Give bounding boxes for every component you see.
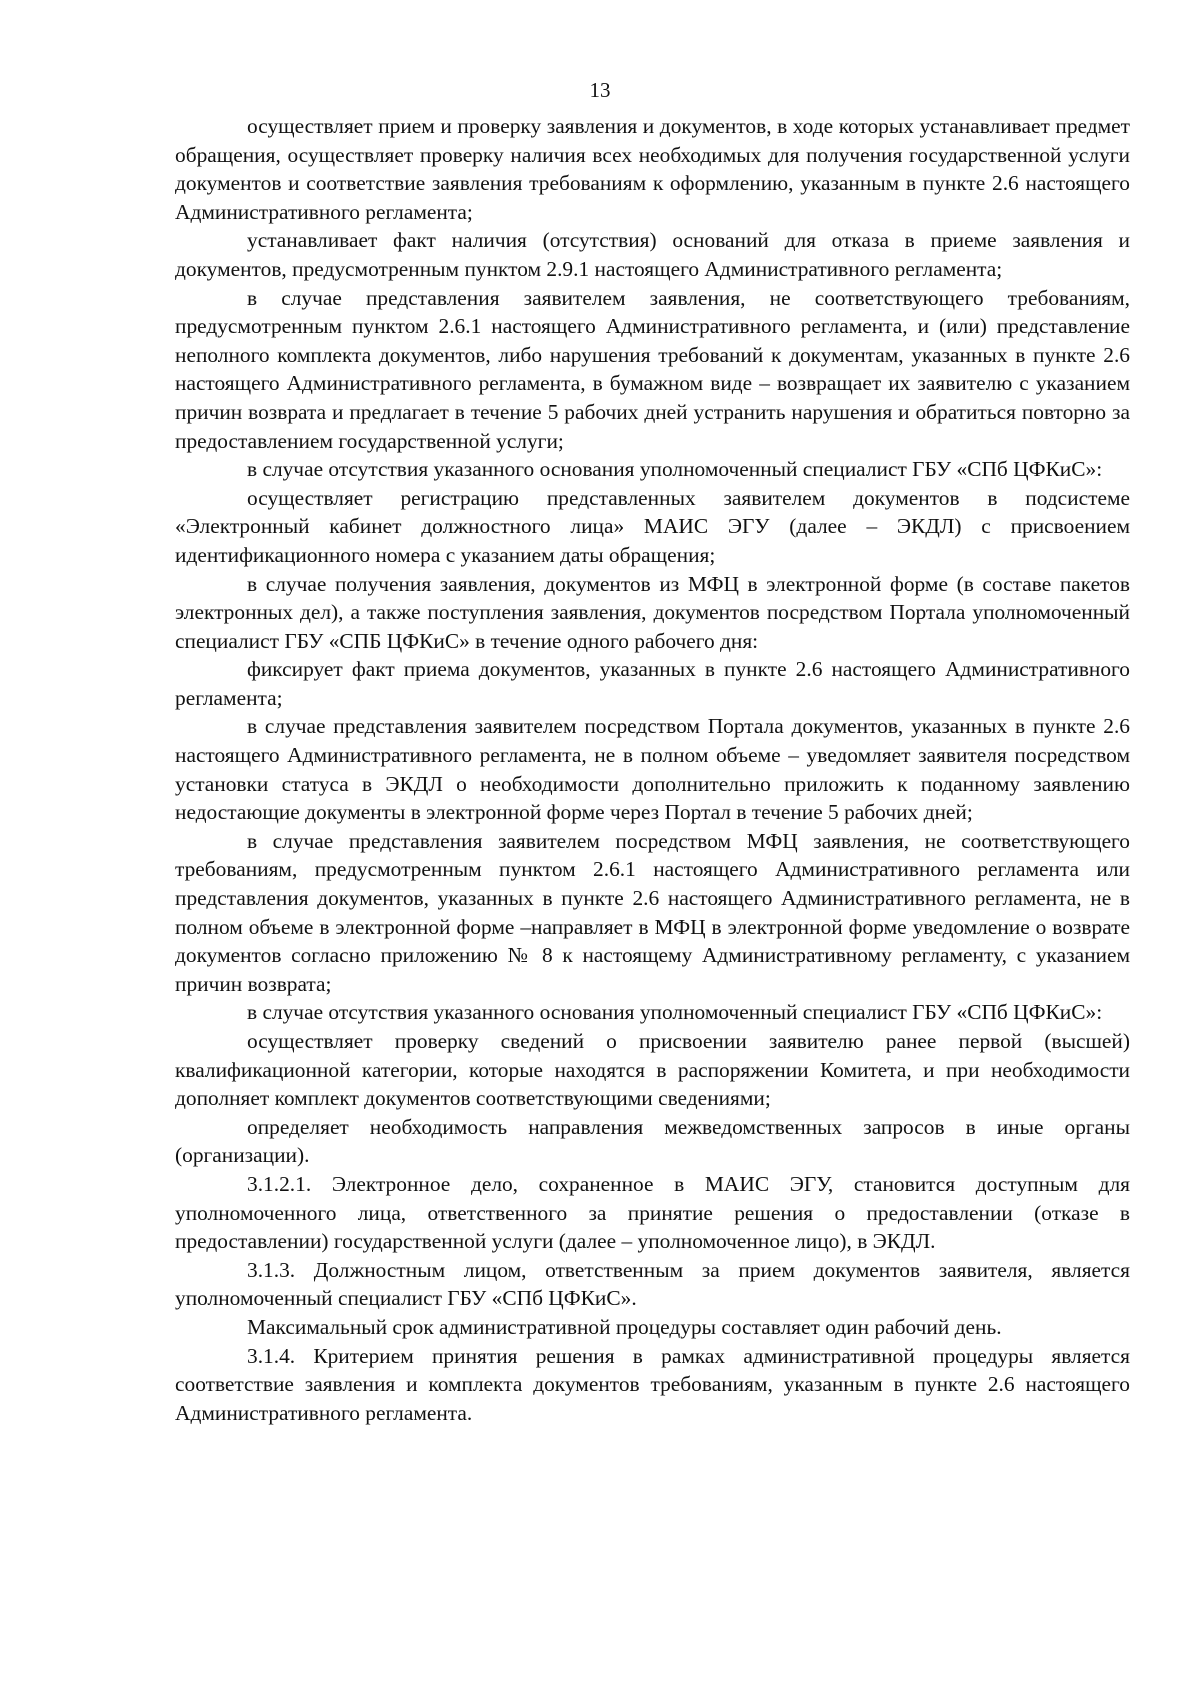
paragraph: 3.1.2.1. Электронное дело, сохраненное в МАИС ЭГУ, становится доступным для уполномоченного лица, ответственного за принятие решения о предоставлении (отказе в предоставлении) государственной услуги (далее – уполномоченное лицо), в ЭКДЛ. (175, 1171, 1130, 1254)
paragraph: в случае представления заявителем посредством МФЦ заявления, не соответствующего требованиям, предусмотренным пунктом 2.6.1 настоящего Административного регламента или представления документов, указанных в пункте 2.6 настоящего Административного регламента, не в полном объеме в электронной форме –направляет в МФЦ в электронной форме уведомление о возврате документов согласно приложению № 8 к настоящему Административному регламенту, с указанием причин возврата; (175, 828, 1130, 996)
document-body (175, 112, 1130, 1427)
paragraph: в случае представления заявителем заявления, не соответствующего требованиям, предусмотренным пунктом 2.6.1 настоящего Административного регламента, и (или) представление неполного комплекта документов, либо нарушения требований к документам, указанных в пункте 2.6 настоящего Административного регламента, в бумажном виде – возвращает их заявителю с указанием причин возврата и предлагает в течение 5 рабочих дней устранить нарушения и обратиться повторно за предоставлением государственной услуги; (175, 285, 1130, 453)
paragraph: 3.1.3. Должностным лицом, ответственным за прием документов заявителя, является уполномоченный специалист ГБУ «СПб ЦФКиС». (175, 1257, 1130, 1311)
paragraph: устанавливает факт наличия (отсутствия) оснований для отказа в приеме заявления и документов, предусмотренным пунктом 2.9.1 настоящего Административного регламента; (175, 228, 1130, 281)
paragraph: в случае отсутствия указанного основания уполномоченный специалист ГБУ «СПб ЦФКиС»: (247, 457, 1103, 482)
paragraph: определяет необходимость направления межведомственных запросов в иные органы (организации). (175, 1114, 1130, 1168)
page-number: 13 (589, 78, 611, 102)
paragraph: осуществляет регистрацию представленных заявителем документов в подсистеме «Электронный кабинет должностного лица» МАИС ЭГУ (далее – ЭКДЛ) с присвоением идентификационного номера с указанием даты обращения; (175, 485, 1130, 567)
paragraph: фиксирует факт приема документов, указанных в пункте 2.6 настоящего Административного регламента; (175, 657, 1130, 710)
paragraph: 3.1.4. Критерием принятия решения в рамках административной процедуры является соответствие заявления и комплекта документов требованиям, указанным в пункте 2.6 настоящего Административного регламента. (175, 1343, 1130, 1425)
paragraph: в случае представления заявителем посредством Портала документов, указанных в пункте 2.6 настоящего Административного регламента, не в полном объеме – уведомляет заявителя посредством установки статуса в ЭКДЛ о необходимости дополнительно приложить к поданному заявлению недостающие документы в электронной форме через Портал в течение 5 рабочих дней; (175, 714, 1130, 825)
paragraph: осуществляет проверку сведений о присвоении заявителю ранее первой (высшей) квалификационной категории, которые находятся в распоряжении Комитета, и при необходимости дополняет комплект документов соответствующими сведениями; (175, 1029, 1130, 1111)
paragraph: в случае отсутствия указанного основания уполномоченный специалист ГБУ «СПб ЦФКиС»: (247, 1000, 1103, 1025)
paragraph: в случае получения заявления, документов из МФЦ в электронной форме (в составе пакетов электронных дел), а также поступления заявления, документов посредством Портала уполномоченный специалист ГБУ «СПБ ЦФКиС» в течение одного рабочего дня: (175, 571, 1130, 653)
paragraph: осуществляет прием и проверку заявления и документов, в ходе которых устанавливает предмет обращения, осуществляет проверку наличия всех необходимых для получения государственной услуги документов и соответствие заявления требованиям к оформлению, указанным в пункте 2.6 настоящего Административного регламента; (175, 114, 1130, 224)
paragraph: Максимальный срок административной процедуры составляет один рабочий день. (247, 1314, 1002, 1339)
